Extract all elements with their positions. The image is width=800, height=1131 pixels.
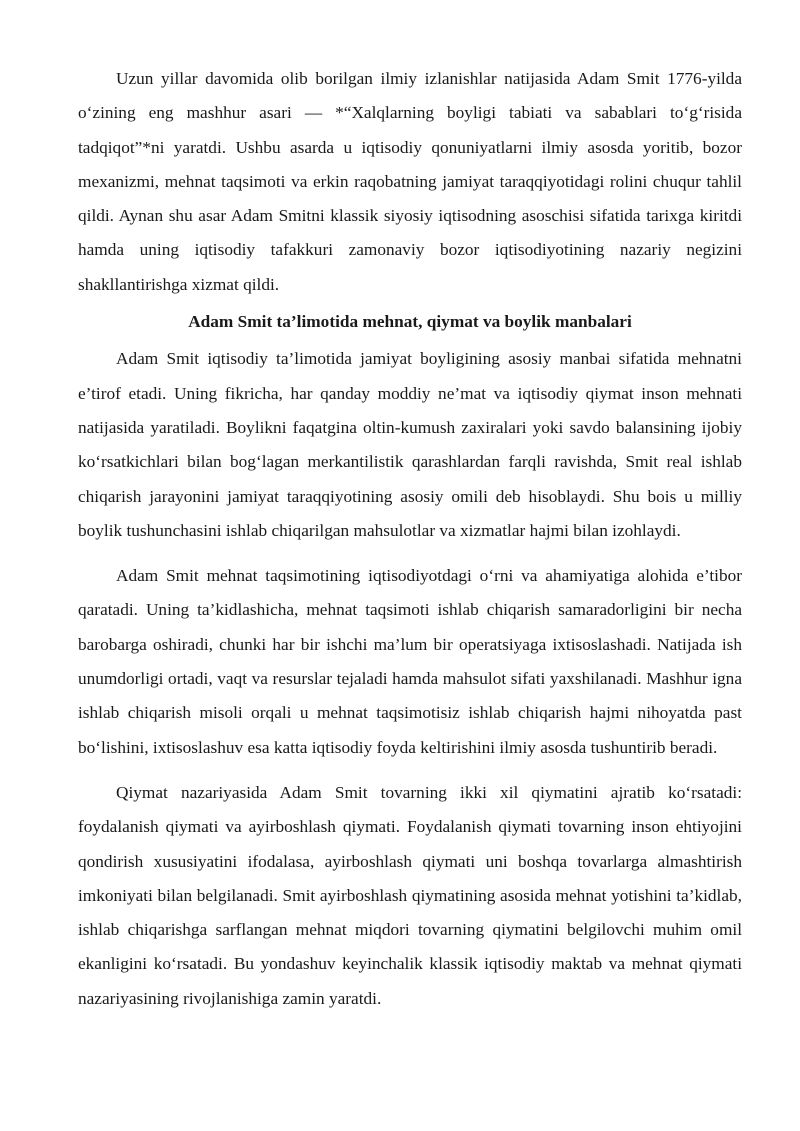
- paragraph-value-theory: Qiymat nazariyasida Adam Smit tovarning ikki xil qiymatini ajratib ko‘rsatadi: foydalanish qiymati va ayirboshlash qiymati. Foydalanish qiymati tovarning inson ehtiyojini qondirish xususiyatini ifodalasa, ayirboshlash qiymati uni boshqa tovarlarga almashtirish imkoniyati bilan belgilanadi. Smit ayirboshlash qiymatining asosida mehnat yotishini ta’kidlab, ishlab chiqarishga sarflangan mehnat miqdori tovarning qiymatini belgilovchi muhim omil ekanligini ko‘rsatadi. Bu yondashuv keyinchalik klassik iqtisodiy maktab va mehnat qiymati nazariyasining rivojlanishiga zamin yaratdi.: [78, 782, 742, 1008]
- paragraph-intro: Uzun yillar davomida olib borilgan ilmiy izlanishlar natijasida Adam Smit 1776-yilda o‘zining eng mashhur asari — *“Xalqlarning boyligi tabiati va sabablari to‘g‘risida tadqiqot”*ni yaratdi. Ushbu asarda u iqtisodiy qonuniyatlarni ilmiy asosda yoritib, bozor mexanizmi, mehnat taqsimoti va erkin raqobatning jamiyat taraqqiyotidagi rolini chuqur tahlil qildi. Aynan shu asar Adam Smitni klassik siyosiy iqtisodning asoschisi sifatida tarixga kiritdi hamda uning iqtisodiy tafakkuri zamonaviy bozor iqtisodiyotining nazariy negizini shakllantirishga xizmat qildi.: [78, 69, 742, 294]
- document-page: [78, 62, 742, 1016]
- paragraph-labor-wealth: Adam Smit iqtisodiy ta’limotida jamiyat boyligining asosiy manbai sifatida mehnatni e’tirof etadi. Uning fikricha, har qanday moddiy ne’mat va iqtisodiy qiymat inson mehnati natijasida yaratiladi. Boylikni faqatgina oltin-kumush zaxiralari yoki savdo balansining ijobiy ko‘rsatkichlari bilan bog‘lagan merkantilistik qarashlardan farqli ravishda, Smit real ishlab chiqarish jarayonini jamiyat taraqqiyotining asosiy omili deb hisoblaydi. Shu bois u milliy boylik tushunchasini ishlab chiqarilgan mahsulotlar va xizmatlar hajmi bilan izohlaydi.: [78, 349, 742, 540]
- paragraph-division-of-labor: Adam Smit mehnat taqsimotining iqtisodiyotdagi o‘rni va ahamiyatiga alohida e’tibor qaratadi. Uning ta’kidlashicha, mehnat taqsimoti ishlab chiqarish samaradorligini bir necha barobarga oshiradi, chunki har bir ishchi ma’lum bir operatsiyaga ixtisoslashadi. Natijada ish unumdorligi ortadi, vaqt va resurslar tejaladi hamda mahsulot sifati yaxshilanadi. Mashhur igna ishlab chiqarish misoli orqali u mehnat taqsimotisiz ishlab chiqarish hajmi nihoyatda past bo‘lishini, ixtisoslashuv esa katta iqtisodiy foyda keltirishini ilmiy asosda tushuntirib beradi.: [78, 566, 742, 757]
- section-heading: Adam Smit ta’limotida mehnat, qiymat va boylik manbalari: [188, 312, 632, 332]
